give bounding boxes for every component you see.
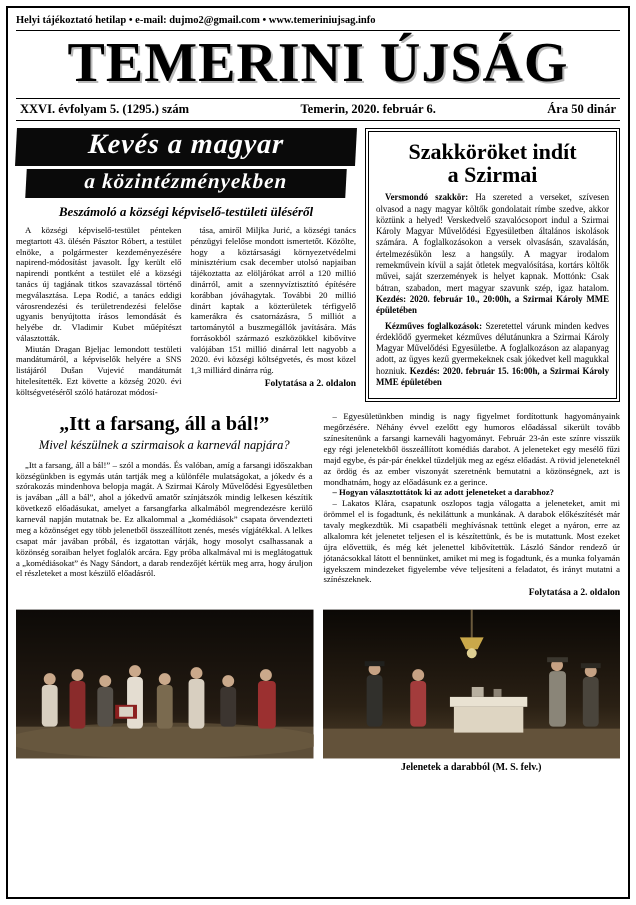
page-header bbox=[16, 13, 620, 121]
article1-subhead: Beszámoló a községi képviselő-testületi üléséről bbox=[58, 204, 314, 220]
article3-headline: „Itt a farsang, áll a bál!” bbox=[59, 413, 270, 436]
article2-paragraph bbox=[376, 321, 609, 389]
article1-paragraph: A községi képviselő-testület pénteken megtartott 43. ülésén Pásztor Róbert, a testület elnöke, a polgármester kezdeményezésére napirend-módosítást javasolt. Így került elő napirendi pontként a testület elé a községi tanács új tagjának titkos szavazással történő megválasztása. Lepa Rodić, a tanács eddigi városrendezési és területrendezési felelőse ugyanis benyújtotta írásos lemondását és helyébe dr. Vladimir Kubet műépítészt választották. bbox=[16, 225, 182, 343]
page-frame bbox=[6, 6, 630, 899]
article-szirmai-box bbox=[365, 128, 620, 402]
article3-column-2 bbox=[324, 411, 621, 600]
top-section bbox=[16, 128, 620, 402]
article1-column-1 bbox=[16, 225, 182, 398]
article2-paragraph-text: Szeretettel várunk minden kedves érdeklődő gyermeket kézműves délutánunkra a Szirmai Károly Magyar Művelődési Egyesületbe. A foglalkozáson az alapanyag adott, az ügyes kezű gyermekeknek csak jókedvet kell magukkal hozniuk. bbox=[376, 320, 609, 376]
issue-row bbox=[16, 98, 620, 121]
article1-headline-line2: a közintézményekben bbox=[25, 169, 346, 198]
article1-paragraph: Miután Dragan Bjeljac lemondott testületi mandátumáról, a képviselők helyére a SNS listájáról Dušan Vujević mandátumát hitelesítették. Ezt követte a község 2020. évi költségvetéséről szóló határozat módosí- bbox=[16, 343, 182, 397]
stage-photo-left bbox=[16, 609, 314, 759]
article2-title-line2: a Szirmai bbox=[447, 162, 538, 188]
article2-title bbox=[376, 140, 609, 186]
issue-date: Temerin, 2020. február 6. bbox=[300, 102, 436, 117]
article1-paragraph: tása, amiről Miljka Jurić, a községi tanács pénzügyi felelőse mondott ismertetőt. Közölte, hogy a köztársasági környezetvédelmi minisztérium csak december utolsó napjaiban tájékoztatta az elöljárókat arról a 120 millió dinárról, amit a szennyvíztisztító építésére korábban jóváhagytak. További 20 millió dinárt kaptak a közterületek térfigyelő kamerákra és csatornázásra, 5 milliót a tartománytól a buszmegállók javítására. Más forrásokból származó eszközökkel kibővítve valójában 151 millió dinárral lett nagyobb a 2020. évi községi költségvetés, és most közel 1,3 milliárd dinárra rúg. bbox=[190, 225, 356, 376]
article2-paragraph bbox=[376, 192, 609, 316]
article3-continuation: Folytatása a 2. oldalon bbox=[528, 588, 620, 599]
article2-body bbox=[376, 192, 609, 388]
article1-body bbox=[16, 225, 356, 398]
article2-paragraph-text: Ha szereted a verseket, szívesen olvasod a nagy magyar költők gondolatait rímbe szedve, akkor köztünk a helyed! Verskedvelő szavalócsoport indul a Szirmai Károly Magyar Művelődési Egyesületben általános iskolások számára. A foglalkozásokon a versek olvasásán, szavalásán, értelmezésükön lesz a hangsúly. A magyar irodalom remekművein kívül a saját ötletek megvalósítása, kortárs költők művei, saját szerzemények is helyet kapnak. Mottónk: Csak bátran, szabadon, mert magyar szavunk szép, igaz hatalom. bbox=[376, 192, 610, 293]
article2-paragraph-tail: Kezdés: 2020. február 10., 20:00h, a Szirmai Károly MME épületében bbox=[376, 293, 609, 316]
article1-column-2 bbox=[191, 225, 357, 398]
photo-caption: Jelenetek a darabból (M. S. felv.) bbox=[400, 762, 542, 774]
tagline: Helyi tájékoztató hetilap • e-mail: dujmo2@gmail.com • www.temeriniujsag.info bbox=[16, 13, 620, 31]
masthead-title: TEMERINI ÚJSÁG bbox=[67, 32, 569, 94]
issue-price: Ára 50 dinár bbox=[547, 102, 616, 117]
article2-paragraph-lead: Kézműves foglalkozások: bbox=[385, 320, 483, 331]
stage-photo-right-image bbox=[323, 609, 621, 759]
article1-continuation: Folytatása a 2. oldalon bbox=[264, 379, 356, 390]
article2-paragraph-tail: Kezdés: 2020. február 15. 16:00h, a Szirmai Károly MME épületében bbox=[376, 365, 610, 388]
article3-question: – Hogyan választottátok ki az adott jeleneteket a darabhoz? bbox=[332, 487, 555, 498]
middle-section bbox=[16, 411, 620, 600]
article3-subhead: Mivel készülnek a szirmaisok a karnevál napjára? bbox=[38, 438, 290, 453]
article1-headline-line1: Kevés a magyar bbox=[15, 128, 357, 166]
photo-section bbox=[16, 609, 620, 773]
article-council-report bbox=[16, 128, 356, 402]
article3-column-1 bbox=[16, 411, 313, 600]
stage-photo-right bbox=[323, 609, 621, 773]
article3-paragraph: – Egyesületünkben mindig is nagy figyelmet fordítottunk hagyományaink megőrzésére. Néhány évvel ezelőtt egy humoros előadással sikerült tovább színesítenünk a farsangi karneváli hagyományt. Február 23-án este színre visszük egy régi jelenetekből összeállított komédiás darabot. A jeleneteket egy mesélő fűzi majd egybe, és pár-pár énekkel tűzdeljük meg az egész előadást. A rövid jeleneteknél az ördög és az ember viszonyát szeretnénk bemutatni a közönségnek, azt is mondhatnám, hogy az előadásunk ez a gerince. bbox=[323, 411, 620, 487]
article3-paragraph: „Itt a farsang, áll a bál!” – szól a mondás. És valóban, amíg a farsangi időszakban községünkben is egymás után tartják meg a különféle mulatságokat, a jókedv és a szórakozás mindenhova belopja magát. A Szirmai Károly Művelődési Egyesületben is javában „áll a bál”, ahol a jókedvű amatőr színjátszók mindig lelkesen készítik következő előadásukat, amelyet a farsangfarka alkalmából megrendezésre kerülő karnevál napján mutatnak be. Ez alkalommal a „komédiások” csapata örvendezteti meg a közönséget egy több jelenetből összeállított zenés, mesés vígjátékkal. A lelkes csapat már javában próbál, és izgatottan várják, hogy mosolyt csalhassanak a közönség soraiban helyet foglalók arcára. Egy próba alkalmával mi is meglátogattuk a „komédiásokat” és Nagy Sándort, a darab rendezőjét kértük meg arra, hogy áruljon el részleteket a most készülő előadásról. bbox=[16, 459, 313, 579]
issue-number: XXVI. évfolyam 5. (1295.) szám bbox=[20, 102, 190, 117]
article-szirmai-box-inner bbox=[368, 131, 617, 399]
article2-title-line1: Szakköröket indít bbox=[408, 139, 577, 165]
article2-paragraph-lead: Versmondó szakkör: bbox=[385, 192, 469, 203]
article3-paragraph: – Lakatos Klára, csapatunk oszlopos tagja válogatta a jeleneteket, amit mi örömmel el is fogadtunk, és nekiláttunk a munkának. A darabok előkészítését már tavaly megkezdtük. Mi csapatbéli meghívásnak tettünk eleget a nyáron, erre az alkalomra két jelenetet teljesen el is készítettünk, és be is mutattunk. Most ezeket újra elővettük, és még két jelenettel kibővítettük. László Sándor rendező úr jótanácsokkal látott el bennünket, amiket mi meg is fogadtunk, és a munka folyamán igyekszem mindezeket figyelembe véve teljesíteni a feladatot, és irányt mutatni a színészeknek. bbox=[323, 498, 620, 585]
stage-photo-left-image bbox=[16, 609, 314, 759]
